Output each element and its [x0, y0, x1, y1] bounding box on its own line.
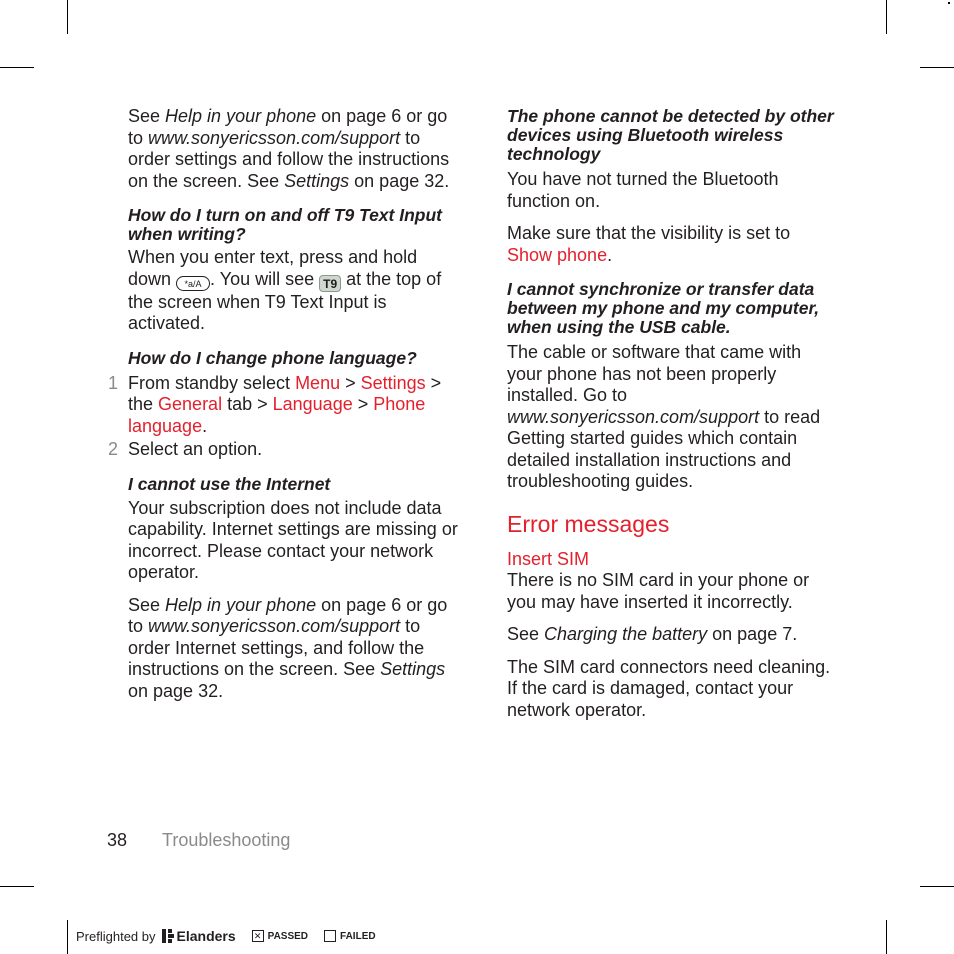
section-title-error-messages: Error messages: [507, 510, 670, 537]
paragraph-connectors: The SIM card connectors need cleaning. If the card is damaged, contact your network operator.: [507, 656, 831, 720]
paragraph-order-settings: [128, 106, 458, 192]
text: The cable or software that came with your phone has not been properly installed. Go to: [507, 342, 802, 405]
elanders-logo-icon: [162, 929, 174, 943]
support-url: www.sonyericsson.com/support: [148, 127, 401, 148]
text: on page 6 or go to: [128, 594, 448, 636]
text: > the: [128, 372, 442, 414]
menu-path: Menu: [295, 372, 341, 393]
registration-dot: [948, 2, 950, 4]
text: at the top of the screen when T9 Text Input is activated.: [128, 268, 442, 333]
step-2: [108, 439, 458, 461]
paragraph-visibility: [507, 223, 837, 266]
text: .: [607, 244, 613, 265]
support-url: www.sonyericsson.com/support: [507, 406, 760, 427]
text: tab >: [222, 394, 273, 414]
text: >: [352, 394, 374, 414]
question-t9: How do I turn on and off T9 Text Input when writing?: [128, 205, 442, 244]
text: on page 6 or go to: [128, 106, 448, 148]
answer-bluetooth: You have not turned the Bluetooth function on.: [507, 169, 779, 211]
step-text: Select an option.: [128, 439, 263, 459]
text: on page 32.: [128, 680, 224, 701]
preflight-label: Preflighted by: [76, 928, 156, 944]
failed-checkbox: [324, 930, 336, 942]
text: . You will see: [210, 268, 320, 289]
failed-label: FAILED: [340, 930, 376, 942]
error-insert-sim: Insert SIM: [507, 548, 590, 569]
crop-mark: [920, 67, 954, 68]
answer-usb: [507, 342, 837, 493]
answer-internet: Your subscription does not include data capability. Internet settings are missing or incorrect. Please contact your network operator.: [128, 497, 458, 582]
crop-mark: [886, 0, 887, 34]
help-link: Help in your phone: [165, 106, 317, 126]
text: on page 7.: [707, 624, 798, 644]
paragraph-internet-settings: [128, 595, 458, 703]
menu-path: Phone language: [128, 394, 426, 436]
preflight-stamp: [76, 928, 376, 944]
question-internet: I cannot use the Internet: [128, 473, 331, 494]
elanders-logo: Elanders: [176, 928, 236, 944]
help-link: Help in your phone: [165, 594, 317, 615]
question-language: How do I change phone language?: [128, 347, 417, 368]
menu-path: Show phone: [507, 244, 608, 265]
section-name: Troubleshooting: [162, 830, 291, 850]
step-text: [128, 373, 458, 438]
text: to order settings and follow the instructions on the screen. See: [128, 127, 450, 191]
insert-sim-text: There is no SIM card in your phone or you may have inserted it incorrectly.: [507, 570, 810, 612]
text: to read Getting started guides which contain detailed installation instructions and troubleshooting guides.: [507, 406, 821, 491]
text: See: [128, 594, 166, 615]
question-usb: I cannot synchronize or transfer data between my phone and my computer, when using the USB cable.: [507, 279, 820, 337]
charging-ref: Charging the battery: [544, 624, 708, 644]
text: From standby select: [128, 372, 296, 393]
step-1: [108, 372, 458, 438]
menu-path: Settings: [360, 372, 426, 393]
passed-checkbox: ✕: [252, 930, 264, 942]
t9-icon: T9: [319, 275, 341, 292]
text: See: [507, 624, 545, 644]
left-column: [108, 106, 458, 702]
passed-label: PASSED: [267, 930, 309, 942]
question-bluetooth: The phone cannot be detected by other devices using Bluetooth wireless technology: [507, 106, 834, 164]
crop-mark: [920, 886, 954, 887]
step-number: 2: [108, 439, 119, 459]
paragraph-charging: [507, 624, 837, 646]
crop-mark: [67, 920, 68, 954]
right-column: [507, 107, 837, 721]
text: .: [202, 415, 208, 436]
settings-ref: Settings: [284, 170, 350, 191]
star-key-icon: *a/A: [176, 276, 210, 291]
page-number: 38: [107, 830, 128, 850]
settings-ref: Settings: [380, 659, 446, 679]
support-url: www.sonyericsson.com/support: [148, 616, 401, 636]
text: See: [128, 106, 166, 126]
text: on page 32.: [349, 170, 450, 191]
crop-mark: [67, 0, 68, 34]
text: >: [340, 372, 361, 393]
crop-mark: [0, 67, 34, 68]
crop-mark: [0, 886, 34, 887]
answer-t9: [128, 247, 458, 335]
step-number: 1: [108, 372, 119, 393]
text: Make sure that the visibility is set to: [507, 223, 791, 243]
text: to order Internet settings, and follow the instructions on the screen. See: [128, 616, 425, 679]
crop-mark: [886, 920, 887, 954]
menu-path: General: [158, 394, 223, 414]
menu-path: Language: [272, 394, 353, 414]
text: When you enter text, press and hold down: [128, 247, 418, 289]
